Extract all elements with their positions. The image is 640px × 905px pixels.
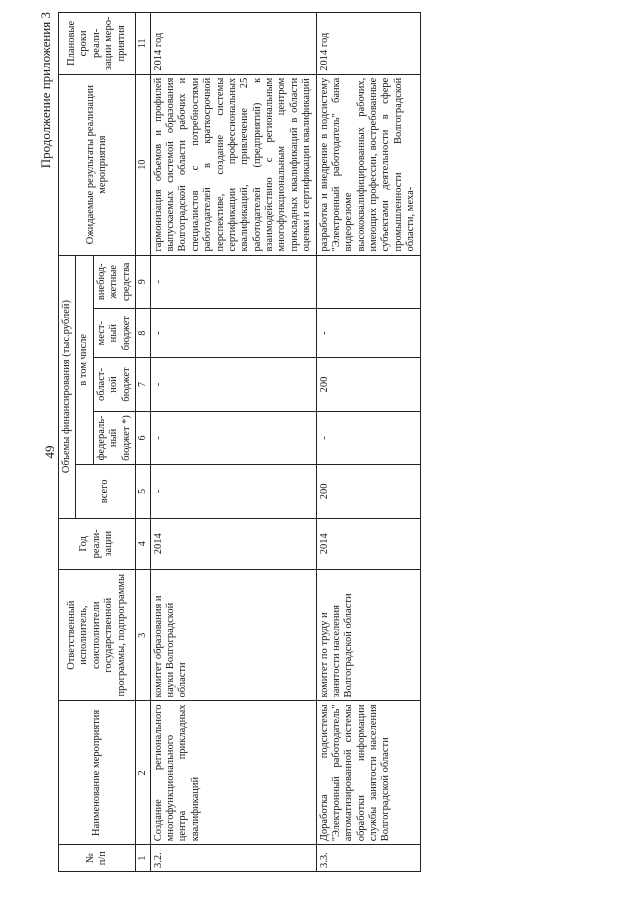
row-local: - <box>316 309 420 358</box>
header-federal: федераль-ный бюджет *) <box>93 411 135 464</box>
row-regional: 200 <box>316 358 420 411</box>
header-regional: област-ной бюджет <box>93 358 135 411</box>
column-number: 1 <box>135 845 150 872</box>
header-executor: Ответственный исполнитель, соисполнители государственной программы, подпрограммы <box>59 569 136 701</box>
row-terms: 2014 год <box>316 13 420 75</box>
appendix-label: Продолжение приложения 3 <box>38 12 53 169</box>
row-offbudget <box>316 255 420 308</box>
rotated-page <box>38 12 618 872</box>
header-name: Наименование мероприятия <box>59 701 136 845</box>
row-results: разработка и внедрение в подсистему "Электронный работодатель" банка видеорезюме высококвалифицированных рабочих, имеющих профессии, востребованные субъектами деятельности в сфере промышленности Волгоградской области, меха- <box>316 74 420 255</box>
row-executor: комитет образования и науки Волгоградской области <box>150 569 316 701</box>
column-number: 10 <box>135 74 150 255</box>
row-federal: - <box>150 411 316 464</box>
column-number: 5 <box>135 465 150 518</box>
row-num: 3.2. <box>150 845 316 872</box>
column-number: 6 <box>135 411 150 464</box>
column-number: 3 <box>135 569 150 701</box>
page-number: 49 <box>42 445 57 459</box>
row-year: 2014 <box>150 518 316 569</box>
column-number: 4 <box>135 518 150 569</box>
row-num: 3.3. <box>316 845 420 872</box>
row-local: - <box>150 309 316 358</box>
row-regional: - <box>150 358 316 411</box>
row-name: Доработка подсистемы "Электронный работодатель" автоматизированной системы обработки информации службы занятости населения Волгоградской области <box>316 701 420 845</box>
row-executor: комитет по труду и занятости населения Волгоградской области <box>316 569 420 701</box>
header-funding: Объемы финансирования (тыс.рублей) <box>59 255 76 518</box>
header-terms: Плановые сроки реали-зации меро-приятия <box>59 13 136 75</box>
column-number: 2 <box>135 701 150 845</box>
header-offbudget: внебюд-жетные средства <box>93 255 135 308</box>
header-year: Год реали-зации <box>59 518 136 569</box>
header-num: № п/п <box>59 845 136 872</box>
row-name: Создание регионального многофункционального центра прикладных квалификаций <box>150 701 316 845</box>
row-year: 2014 <box>316 518 420 569</box>
header-total: всего <box>76 465 136 518</box>
header-including: в том числе <box>76 255 93 465</box>
column-number: 7 <box>135 358 150 411</box>
row-total: - <box>150 465 316 518</box>
header-local: мест-ный бюджет <box>93 309 135 358</box>
row-offbudget: - <box>150 255 316 308</box>
row-terms: 2014 год <box>150 13 316 75</box>
row-total: 200 <box>316 465 420 518</box>
table-row <box>150 13 316 872</box>
column-numbers-row <box>135 13 150 872</box>
table-row <box>316 13 420 872</box>
column-number: 9 <box>135 255 150 308</box>
row-federal: - <box>316 411 420 464</box>
measures-table <box>58 12 421 872</box>
column-number: 11 <box>135 13 150 75</box>
row-results: гармонизация объемов и профилей выпускаемых системой образования Волгоградской области рабочих и специалистов с потребностями работодателей в краткосрочной перспективе, создание системы сертификации профессиональных квалификаций, привлечение 25 работодателей (предприятий) к взаимодействию с региональным многофункциональным центром прикладных квалификаций в области оценки и сертификации квалификаций <box>150 74 316 255</box>
column-number: 8 <box>135 309 150 358</box>
header-results: Ожидаемые результаты реализации мероприятия <box>59 74 136 255</box>
